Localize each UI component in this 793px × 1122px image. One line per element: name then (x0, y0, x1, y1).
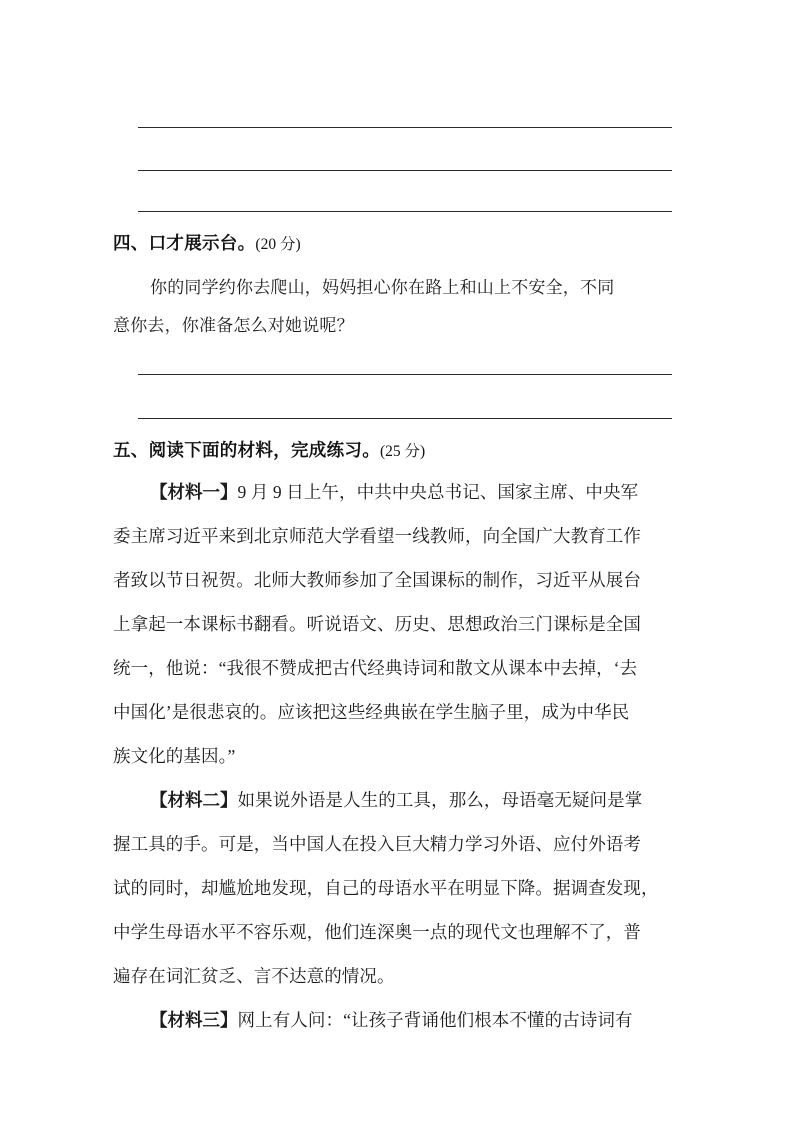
answer-rule[interactable] (138, 211, 672, 212)
material-line: 中学生母语水平不容乐观，他们连深奥一点的现代文也理解不了，普 (113, 922, 641, 942)
material-line-text: 网上有人问：“让孩子背诵他们根本不懂的古诗词有 (237, 1010, 633, 1030)
material-line (113, 998, 685, 1042)
material-line (113, 778, 685, 822)
material-two (113, 778, 685, 998)
prompt-line: 你的同学约你去爬山，妈妈担心你在路上和山上不安全，不同 (150, 278, 615, 297)
material-line: 统一，他说：“我很不赞成把古代经典诗词和散文从课本中去掉，‘去 (113, 658, 638, 678)
material-line: 族文化的基因。” (113, 746, 236, 766)
material-two-tag: 【材料二】 (150, 790, 238, 810)
material-line-text: 9 月 9 日上午，中共中央总书记、国家主席、中央军 (237, 482, 639, 502)
section-five-heading (113, 437, 425, 462)
answer-rule[interactable] (138, 374, 672, 375)
material-line: 握工具的手。可是，当中国人在投入巨大精力学习外语、应付外语考 (113, 834, 641, 854)
material-line-text: 如果说外语是人生的工具，那么，母语毫无疑问是掌 (237, 790, 643, 810)
material-line: 遍存在词汇贫乏、言不达意的情况。 (113, 966, 395, 986)
section-four-heading (113, 230, 301, 255)
material-line: 试的同时，却尴尬地发现，自己的母语水平在明显下降。据调查发现， (113, 878, 659, 898)
material-one (113, 470, 685, 778)
answer-rule[interactable] (138, 170, 672, 171)
prompt-line: 意你去，你准备怎么对她说呢？ (113, 316, 354, 335)
section-four-points: (20 分) (255, 236, 301, 253)
section-four-heading-text: 四、口才展示台。 (113, 233, 256, 253)
section-five-points: (25 分) (380, 443, 426, 460)
material-one-tag: 【材料一】 (150, 482, 238, 502)
answer-rule[interactable] (138, 127, 672, 128)
section-five-heading-text: 五、阅读下面的材料，完成练习。 (113, 440, 380, 460)
material-line: 中国化’是很悲哀的。应该把这些经典嵌在学生脑子里，成为中华民 (113, 702, 630, 722)
material-line: 上拿起一本课标书翻看。听说语文、历史、思想政治三门课标是全国 (113, 614, 641, 634)
section-four-prompt (113, 269, 685, 345)
material-three (113, 998, 685, 1042)
answer-rule[interactable] (138, 418, 672, 419)
material-line (113, 470, 685, 514)
material-three-tag: 【材料三】 (150, 1010, 238, 1030)
material-line: 委主席习近平来到北京师范大学看望一线教师，向全国广大教育工作 (113, 526, 641, 546)
material-line: 者致以节日祝贺。北师大教师参加了全国课标的制作，习近平从展台 (113, 570, 641, 590)
